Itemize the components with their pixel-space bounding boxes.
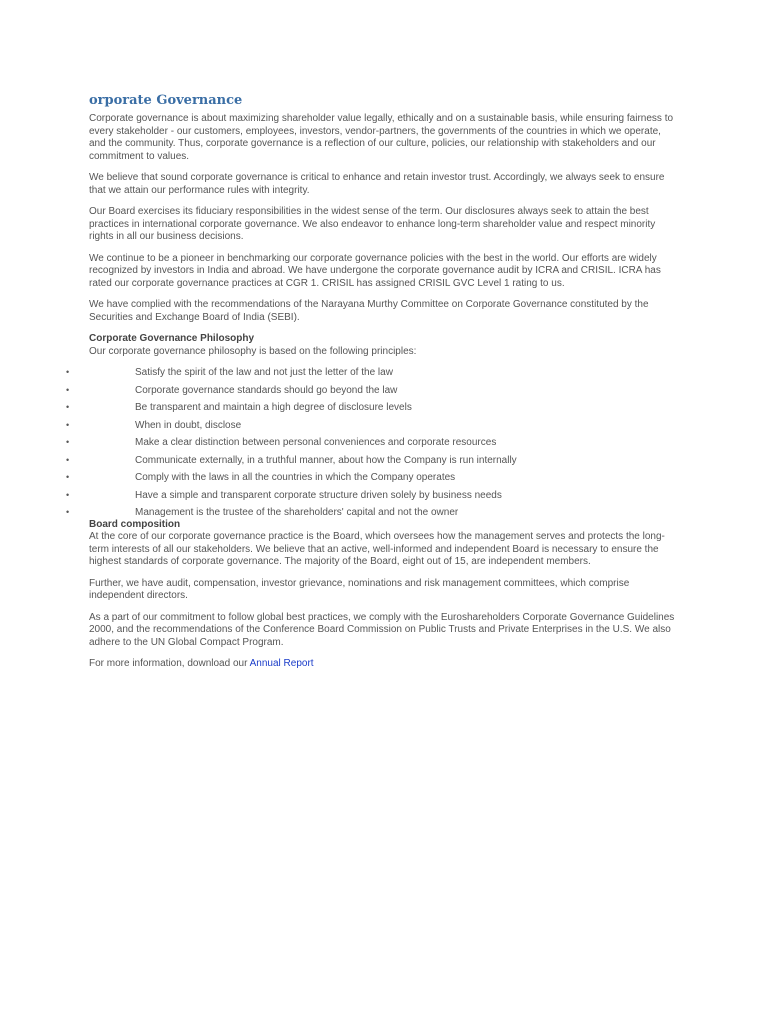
principle-text: Comply with the laws in all the countries in which the Company operates (135, 472, 456, 483)
more-info-text: For more information, download our (89, 658, 250, 669)
principle-text: Make a clear distinction between personal conveniences and corporate resources (135, 437, 497, 448)
committees-paragraph: Further, we have audit, compensation, investor grievance, nominations and risk management committees, which comprise independent directors. (89, 577, 630, 601)
bullet-icon: • (66, 384, 70, 395)
bullet-icon: • (66, 402, 70, 412)
document-page (66, 93, 679, 680)
list-item (0, 434, 679, 452)
bullet-icon: • (66, 437, 70, 447)
philosophy-intro: Our corporate governance philosophy is based on the following principles: (89, 345, 417, 357)
board-composition-heading: Board composition (89, 518, 181, 530)
principle-text: Corporate governance standards should go beyond the law (135, 384, 398, 396)
bullet-icon: • (66, 489, 70, 500)
list-item (0, 487, 679, 505)
intro-paragraph: Corporate governance is about maximizing shareholder value legally, ethically and on a sustainable basis, while ensuring fairness to every stakeholder - our customers, employees, investors, vendor-partners, the governments of the countries in which we operate, and the community. Thus, corporate governance is a reflection of our culture, policies, our relationship with stakeholders and our commitment to values. (89, 113, 674, 162)
principle-text: Satisfy the spirit of the law and not just the letter of the law (135, 367, 393, 378)
bullet-icon: • (66, 367, 70, 377)
principle-text: When in doubt, disclose (135, 419, 242, 431)
bullet-icon: • (66, 454, 70, 465)
bullet-icon: • (66, 419, 70, 430)
list-item (0, 504, 679, 522)
page-title: orporate Governance (89, 93, 243, 108)
principle-text: Management is the trustee of the shareholders' capital and not the owner (135, 507, 459, 518)
list-item (0, 364, 679, 382)
fiduciary-paragraph: Our Board exercises its fiduciary responsibilities in the widest sense of the term. Our disclosures always seek to attain the best practices in international corporate governance. We also endeavor to enhance long-term shareholder value and respect minority rights in all our business decisions. (89, 206, 656, 242)
principle-text: Communicate externally, in a truthful manner, about how the Company is run internally (135, 454, 517, 466)
principles-list (0, 364, 679, 522)
principle-text: Be transparent and maintain a high degree of disclosure levels (135, 402, 412, 413)
list-item (0, 469, 679, 487)
annual-report-link[interactable]: Annual Report (249, 658, 314, 669)
philosophy-heading: Corporate Governance Philosophy (89, 333, 255, 344)
list-item (0, 452, 679, 470)
compliance-paragraph: We have complied with the recommendations of the Narayana Murthy Committee on Corporate Governance constituted by the Securities and Exchange Board of India (SEBI). (89, 299, 649, 323)
bullet-icon: • (66, 472, 70, 482)
list-item (0, 399, 679, 417)
list-item (0, 382, 679, 400)
principle-text: Have a simple and transparent corporate structure driven solely by business needs (135, 489, 502, 501)
bullet-icon: • (66, 507, 70, 517)
list-item (0, 417, 679, 435)
more-info-line (89, 658, 679, 671)
best-practices-paragraph: As a part of our commitment to follow global best practices, we comply with the Euroshareholders Corporate Governance Guidelines 2000, and the recommendations of the Conference Board Commission on Public Trusts and Private Enterprises in the U.S. We also adhere to the UN Global Compact Program. (89, 611, 675, 648)
investor-trust-paragraph: We believe that sound corporate governance is critical to enhance and retain investor trust. Accordingly, we always seek to ensure that we attain our performance rules with integrity. (89, 172, 665, 196)
board-core-paragraph: At the core of our corporate governance practice is the Board, which oversees how the management serves and protects the long-term interests of all our stakeholders. We believe that an active, well-informed and independent Board is necessary to ensure the highest standards of corporate governance. The majority of the Board, eight out of 15, are independent members. (89, 531, 665, 567)
benchmarking-paragraph: We continue to be a pioneer in benchmarking our corporate governance policies with the best in the world. Our efforts are widely recognized by investors in India and abroad. We have undergone the corporate governance audit by ICRA and CRISIL. ICRA has rated our corporate governance practices at CGR 1. CRISIL has assigned CRISIL GVC Level 1 rating to us. (89, 252, 661, 289)
